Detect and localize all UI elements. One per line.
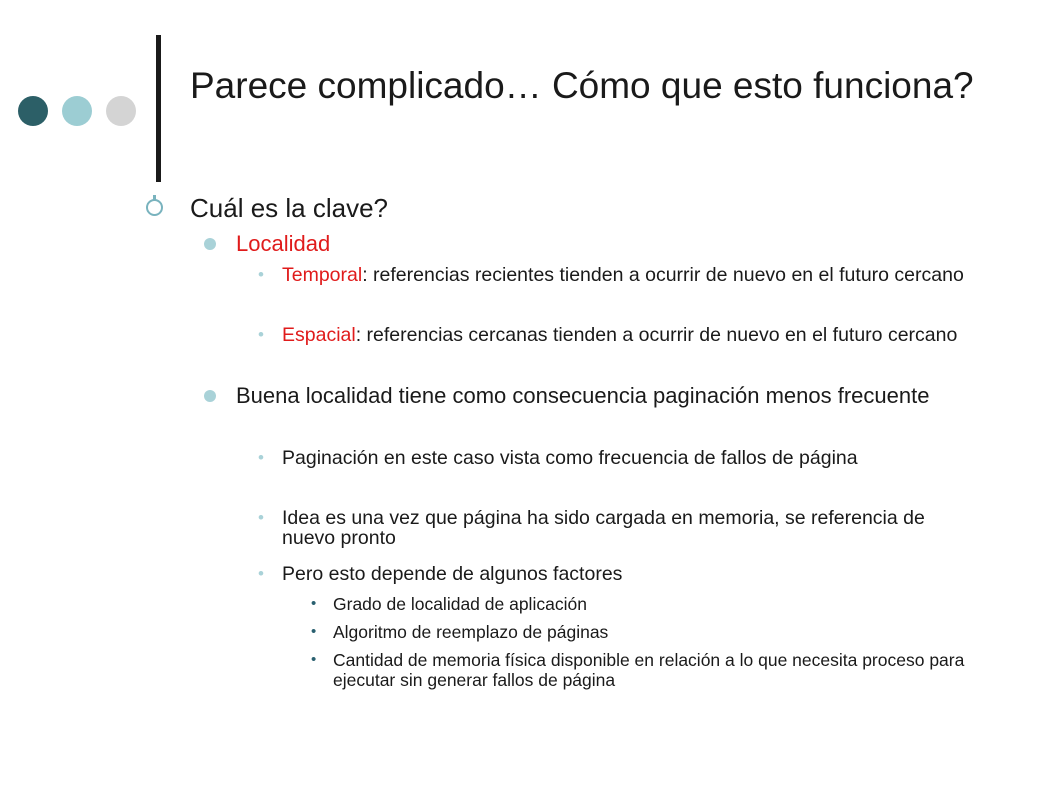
small-bullet-icon: • [258,325,264,344]
slide-title: Parece complicado… Cómo que esto funciona? [190,65,974,106]
bullet-idea: Idea es una vez que página ha sido cargada en memoria, se referencia de nuevo pronto [282,507,925,549]
bullet-temporal [282,265,982,285]
factor-item: Grado de localidad de aplicación [333,594,587,614]
tiny-bullet-icon: • [311,595,317,612]
bullet-key-question: Cuál es la clave? [190,193,388,223]
dot-bullet-icon [204,390,216,402]
small-bullet-icon: • [258,564,264,583]
dot-bullet-icon [204,238,216,250]
title-divider [156,35,161,182]
small-bullet-icon: • [258,448,264,467]
bullet-espacial [282,325,982,345]
tiny-bullet-icon: • [311,651,317,668]
bullet-paginacion: Paginación en este caso vista como frecuencia de fallos de página [282,447,858,469]
temporal-text: : referencias recientes tienden a ocurrir de nuevo en el futuro cercano [362,264,964,286]
espacial-text: : referencias cercanas tienden a ocurrir de nuevo en el futuro cercano [355,324,958,346]
term-espacial: Espacial [282,324,356,346]
circle-bullet-icon [146,199,163,216]
factor-item: Algoritmo de reemplazo de páginas [333,622,609,642]
decor-dot-teal [62,96,92,126]
bullet-localidad: Localidad [236,231,331,256]
factor-item: Cantidad de memoria física disponible en relación a lo que necesita proceso para ejecutar sin generar fallos de página [333,650,965,690]
bullet-buena-localidad: Buena localidad tiene como consecuencia paginación menos frecuente [236,383,930,408]
decor-dot-dark [18,96,48,126]
small-bullet-icon: • [258,265,264,284]
bullet-depende: Pero esto depende de algunos factores [282,563,623,585]
term-temporal: Temporal [282,264,363,286]
decor-dot-gray [106,96,136,126]
tiny-bullet-icon: • [311,623,317,640]
small-bullet-icon: • [258,508,264,527]
